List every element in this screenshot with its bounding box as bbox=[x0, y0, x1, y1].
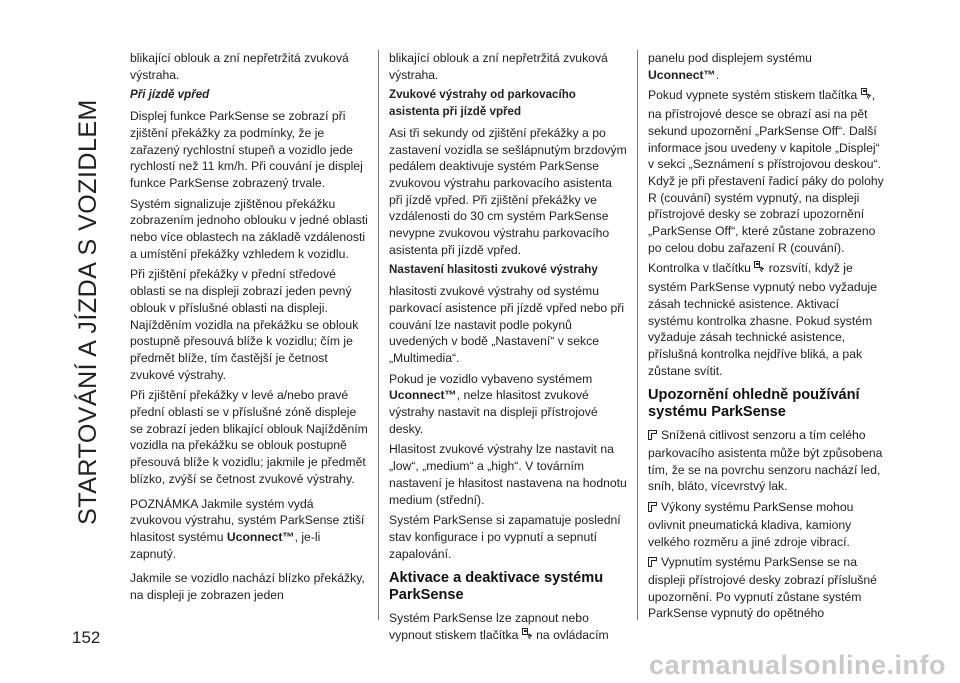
paragraph: blikající oblouk a zní nepřetržitá zvuková výstraha. bbox=[130, 51, 349, 82]
parksense-icon bbox=[861, 88, 872, 106]
bullet-icon bbox=[648, 428, 657, 445]
paragraph: blikající oblouk a zní nepřetržitá zvuková výstraha. bbox=[389, 51, 608, 82]
paragraph: Jakmile se vozidlo nachází blízko překážky, na displeji je zobrazen jeden bbox=[130, 571, 365, 603]
list-item: Snížená citlivost senzoru a tím celého parkovacího asistenta může být způsobena tím, že se na povrchu senzoru nachází led, sníh, bláto, vícevrstvý lak. bbox=[648, 428, 883, 494]
column-divider bbox=[637, 50, 638, 620]
column-1 bbox=[130, 50, 368, 608]
paragraph: panelu pod displejem systému Uconnect™. bbox=[648, 51, 812, 82]
paragraph: Při zjištění překážky v přední středové oblasti se na displeji zobrazí jeden pevný oblouk v příslušné oblasti na displeji. Najížděním vozidla na překážku se oblouk postupně přesouvá blíže k vozidlu; čím je předmět blíže, tím častější je četnost zvukové výstrahy. bbox=[130, 267, 359, 382]
paragraph: Systém ParkSense lze zapnout nebo vypnout stiskem tlačítka na ovládacím bbox=[389, 610, 627, 645]
paragraph: Kontrolka v tlačítku rozsvítí, když je systém ParkSense vypnutý nebo vyžaduje zásah technické asistence. Aktivací systému kontrolka zhasne. Pokud systém vyžaduje zásah technické asistence, příslušná kontrolka nejdříve bliká, a pak zůstane svítit. bbox=[648, 261, 877, 378]
section-heading: Aktivace a deaktivace systému ParkSense bbox=[389, 570, 604, 604]
paragraph: Při zjištění překážky v levé a/nebo pravé přední oblasti se v příslušné zóně displeje se zobrazí jeden blikající oblouk Najížděním vozidla na překážku se oblouk postupně přesouvá blíže k vozidlu; jakmile je předmět blízko, zvýší se četnost zvukové výstrahy. bbox=[130, 388, 368, 486]
column-2 bbox=[389, 50, 627, 650]
paragraph: Hlasitost zvukové výstrahy lze nastavit na „low“, „medium“ a „high“. V továrním nastavení je hlasitost nastavena na hodnotu medium (střední). bbox=[389, 442, 627, 507]
paragraph: Asi tři sekundy od zjištění překážky a po zastavení vozidla se sešlápnutým brzdovým pedálem deaktivuje systém ParkSense zvukovou výstrahu parkovacího asistenta při jízdě vpřed. Při zjištění překážky ve vzdálenosti do 30 cm systém ParkSense nevypne zvukovou výstrahu parkovacího asistenta při jízdě vpřed. bbox=[389, 125, 627, 257]
paragraph: Pokud vypnete systém stiskem tlačítka , na přístrojové desce se obrazí asi na pět sekund upozornění „ParkSense Off“. Další informace jsou uvedeny v kapitole „Displej“ v sekci „Seznámení s přístrojovou deskou“. Když je při přestavení řadicí páky do polohy R (couvání) systém vypnutý, na displeji přístrojové desky se zobrazí upozornění „ParkSense Off“, které zůstane zobrazeno po celou dobu zařazení R (couvání). bbox=[648, 88, 884, 255]
list-item: Vypnutím systému ParkSense se na displeji přístrojové desky zobrazí příslušné upozornění. Po vypnutí zůstane systém ParkSense vypnutý do opětného bbox=[648, 555, 877, 621]
paragraph: hlasitosti zvukové výstrahy od systému parkovací asistence při jízdě vpřed nebo při couvání lze nastavit podle pokynů uvedených v bodě „Nastavení“ v sekce „Multimedia“. bbox=[389, 284, 625, 365]
column-3 bbox=[648, 50, 886, 626]
column-divider bbox=[378, 50, 379, 620]
parksense-icon bbox=[522, 628, 533, 646]
subheading: Nastavení hlasitosti zvukové výstrahy bbox=[389, 263, 598, 277]
section-title-vertical: STARTOVÁNÍ A JÍZDA S VOZIDLEM bbox=[74, 99, 102, 525]
page-number: 152 bbox=[72, 628, 101, 647]
uconnect-brand: Uconnect™ bbox=[226, 529, 295, 544]
subheading: Zvukové výstrahy od parkovacího asistenta při jízdě vpřed bbox=[389, 88, 576, 119]
parksense-icon bbox=[754, 261, 765, 279]
bullet-icon bbox=[648, 555, 657, 572]
bullet-icon bbox=[648, 500, 657, 517]
paragraph: Pokud je vozidlo vybaveno systémem Uconnect™, nelze hlasitost zvukové výstrahy nastavit na displeji přístrojové desky. bbox=[389, 371, 598, 436]
subheading: Při jízdě vpřed bbox=[130, 88, 210, 102]
list-item: Výkony systému ParkSense mohou ovlivnit pneumatická kladiva, kamiony velkého rozměru a jiné zdroje vibrací. bbox=[648, 500, 854, 549]
uconnect-brand: Uconnect™ bbox=[648, 67, 716, 82]
uconnect-brand: Uconnect™ bbox=[389, 388, 457, 403]
paragraph: Systém signalizuje zjištěnou překážku zobrazením jednoho oblouku v jedné oblasti nebo více oblastech na základě vzdálenosti a umístění překážky vzhledem k vozidlu. bbox=[130, 196, 368, 261]
section-heading: Upozornění ohledně používání systému ParkSense bbox=[648, 387, 860, 421]
note-paragraph: POZNÁMKA Jakmile systém vydá zvukovou výstrahu, systém ParkSense ztiší hlasitost systému Uconnect™, je-li zapnutý. bbox=[130, 496, 365, 561]
paragraph: Systém ParkSense si zapamatuje poslední stav konfigurace i po vypnutí a sepnutí zapalování. bbox=[389, 513, 621, 561]
paragraph: Displej funkce ParkSense se zobrazí při zjištění překážky za podmínky, že je zařazený rychlostní stupeň a vozidlo jede rychlostí než 11 km/h. Při couvání je displej funkce ParkSense zobrazený trvale. bbox=[130, 109, 363, 190]
watermark: carmanualsonline.info bbox=[648, 650, 946, 680]
